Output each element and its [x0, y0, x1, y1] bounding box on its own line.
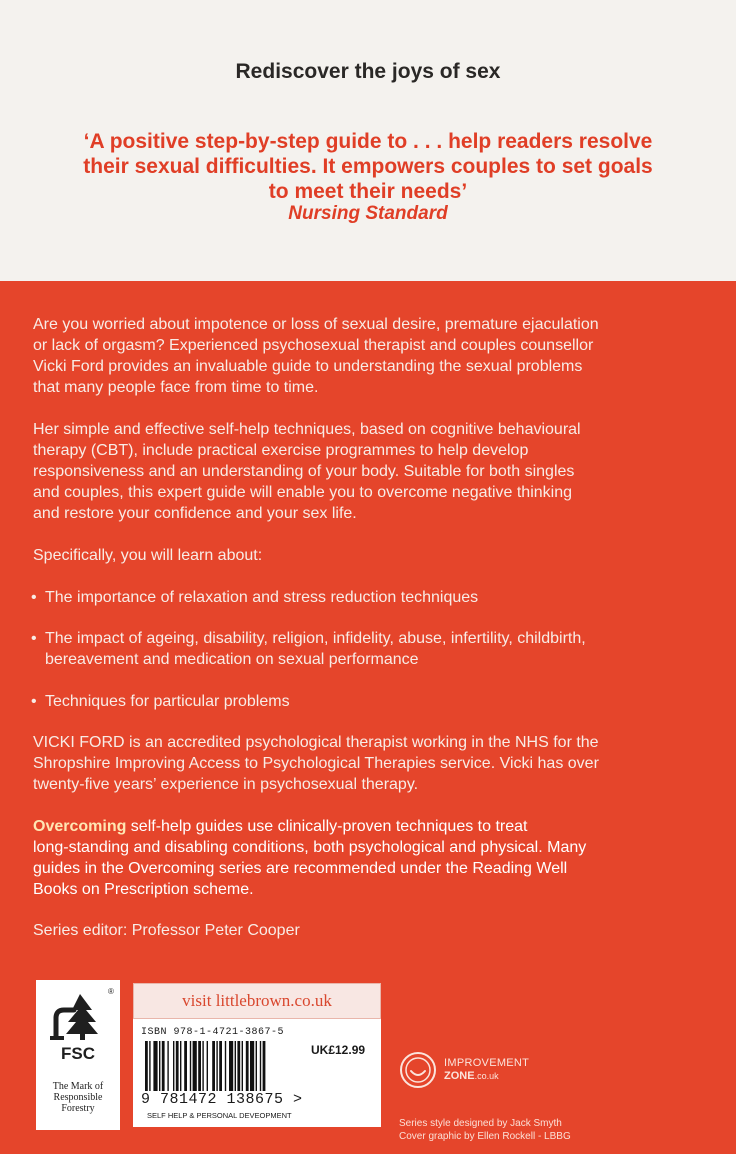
- quote-source: Nursing Standard: [288, 203, 448, 224]
- overcoming-series: [33, 816, 718, 900]
- bullet-item: [31, 628, 721, 670]
- text-line: and couples, this expert guide will enable you to overcome negative thinking: [33, 484, 572, 501]
- series-editor: Series editor: Professor Peter Cooper: [33, 922, 300, 939]
- bullet-icon: •: [31, 693, 37, 710]
- text-line: twenty-five years’ experience in psychosexual therapy.: [33, 776, 419, 793]
- text-line: bereavement and medication on sexual performance: [45, 651, 419, 668]
- barcode-bar: [260, 1041, 261, 1091]
- barcode-bar: [145, 1041, 148, 1091]
- bullet-item: [31, 691, 721, 712]
- fsc-label: FSC: [61, 1044, 95, 1063]
- barcode-bar: [229, 1041, 233, 1091]
- text-line: Techniques for particular problems: [45, 693, 290, 710]
- text-line: Forestry: [61, 1103, 95, 1114]
- text-line: VICKI FORD is an accredited psychological therapist working in the NHS for the: [33, 734, 599, 751]
- text-line: Shropshire Improving Access to Psychological Therapies service. Vicki has over: [33, 755, 599, 772]
- text-line: Her simple and effective self-help techniques, based on cognitive behavioural: [33, 421, 581, 438]
- design-credit: Series style designed by Jack Smyth: [399, 1118, 562, 1129]
- barcode-bar: [246, 1041, 249, 1091]
- text-line: Responsible: [53, 1092, 103, 1103]
- barcode-bar: [263, 1041, 266, 1091]
- quote-line: ‘A positive step-by-step guide to . . . help readers resolve: [83, 130, 653, 153]
- barcode-bar: [180, 1041, 181, 1091]
- fsc-tree-icon: [36, 980, 120, 1044]
- fsc-logo: [36, 980, 120, 1130]
- text-line: The importance of relaxation and stress reduction techniques: [45, 589, 479, 606]
- author-bio: [33, 732, 718, 795]
- review-quote: [30, 129, 706, 204]
- barcode-bar: [250, 1041, 254, 1091]
- barcode-bar: [149, 1041, 150, 1091]
- barcode-digits: [141, 1091, 303, 1108]
- barcode-bar: [198, 1041, 201, 1091]
- bullet-icon: •: [31, 630, 37, 647]
- blurb-paragraph-2: [33, 419, 718, 524]
- text-span: ZONE: [444, 1070, 475, 1082]
- isbn-text: ISBN 978-1-4721-3867-5: [141, 1027, 285, 1038]
- publisher-url: visit littlebrown.co.uk: [133, 983, 381, 1019]
- barcode-bar: [216, 1041, 217, 1091]
- barcode-panel: [133, 983, 381, 1127]
- barcode-bar: [176, 1041, 179, 1091]
- barcode-bar: [167, 1041, 168, 1091]
- barcode-arrow: >: [293, 1091, 303, 1108]
- text-line: [33, 816, 718, 837]
- text-line: Vicki Ford provides an invaluable guide to understanding the sexual problems: [33, 358, 583, 375]
- barcode-bar: [153, 1041, 157, 1091]
- barcode-bars: [145, 1041, 305, 1093]
- barcode-bar: [193, 1041, 197, 1091]
- barcode-bar: [162, 1041, 165, 1091]
- blurb-paragraph-1: [33, 314, 718, 398]
- barcode-number: 9 781472 138675: [141, 1091, 284, 1108]
- price: UK£12.99: [311, 1043, 366, 1057]
- barcode-bar: [242, 1041, 243, 1091]
- text-line: guides in the Overcoming series are recommended under the Reading Well: [33, 860, 568, 877]
- text-line: therapy (CBT), include practical exercise programmes to help develop: [33, 442, 529, 459]
- text-span: .co.uk: [474, 1071, 499, 1081]
- text-line: responsiveness and an understanding of your body. Suitable for both singles: [33, 463, 575, 480]
- imprint-domain: [444, 1070, 499, 1082]
- barcode-bar: [256, 1041, 257, 1091]
- graphic-credit: Cover graphic by Ellen Rockell - LBBG: [399, 1131, 571, 1142]
- registered-mark: ®: [108, 987, 114, 996]
- barcode-bar: [207, 1041, 208, 1091]
- barcode-bar: [237, 1041, 240, 1091]
- text-line: that many people face from time to time.: [33, 379, 319, 396]
- barcode-bar: [184, 1041, 187, 1091]
- barcode-bar: [173, 1041, 174, 1091]
- quote-line: to meet their needs’: [268, 180, 468, 203]
- fsc-tagline: [36, 1081, 120, 1114]
- bullets-lead: Specifically, you will learn about:: [33, 547, 263, 564]
- text-line: The Mark of: [52, 1081, 104, 1092]
- text-line: The impact of ageing, disability, religion, infidelity, abuse, infertility, childbirth,: [45, 630, 586, 647]
- barcode-bar: [212, 1041, 215, 1091]
- text-span: self-help guides use clinically-proven techniques to treat: [126, 818, 528, 835]
- text-line: long-standing and disabling conditions, both psychological and physical. Many: [33, 839, 587, 856]
- barcode-bar: [219, 1041, 222, 1091]
- category-label: SELF HELP & PERSONAL DEVEOPMENT: [147, 1111, 292, 1120]
- text-line: Are you worried about impotence or loss of sexual desire, premature ejaculation: [33, 316, 599, 333]
- quote-line: their sexual difficulties. It empowers couples to set goals: [83, 155, 653, 178]
- barcode-bar: [190, 1041, 191, 1091]
- bullet-icon: •: [31, 589, 37, 606]
- text-line: and restore your confidence and your sex life.: [33, 505, 357, 522]
- barcode-bar: [225, 1041, 226, 1091]
- text-line: Books on Prescription scheme.: [33, 881, 254, 898]
- improvement-zone-smile-icon: [398, 1050, 438, 1090]
- barcode-bar: [235, 1041, 236, 1091]
- series-name: Overcoming: [33, 818, 127, 835]
- headline: Rediscover the joys of sex: [235, 60, 501, 83]
- barcode-bar: [202, 1041, 203, 1091]
- imprint-name: IMPROVEMENT: [444, 1057, 530, 1069]
- barcode-bar: [159, 1041, 160, 1091]
- text-line: or lack of orgasm? Experienced psychosexual therapist and couples counsellor: [33, 337, 594, 354]
- bullet-item: [31, 587, 721, 608]
